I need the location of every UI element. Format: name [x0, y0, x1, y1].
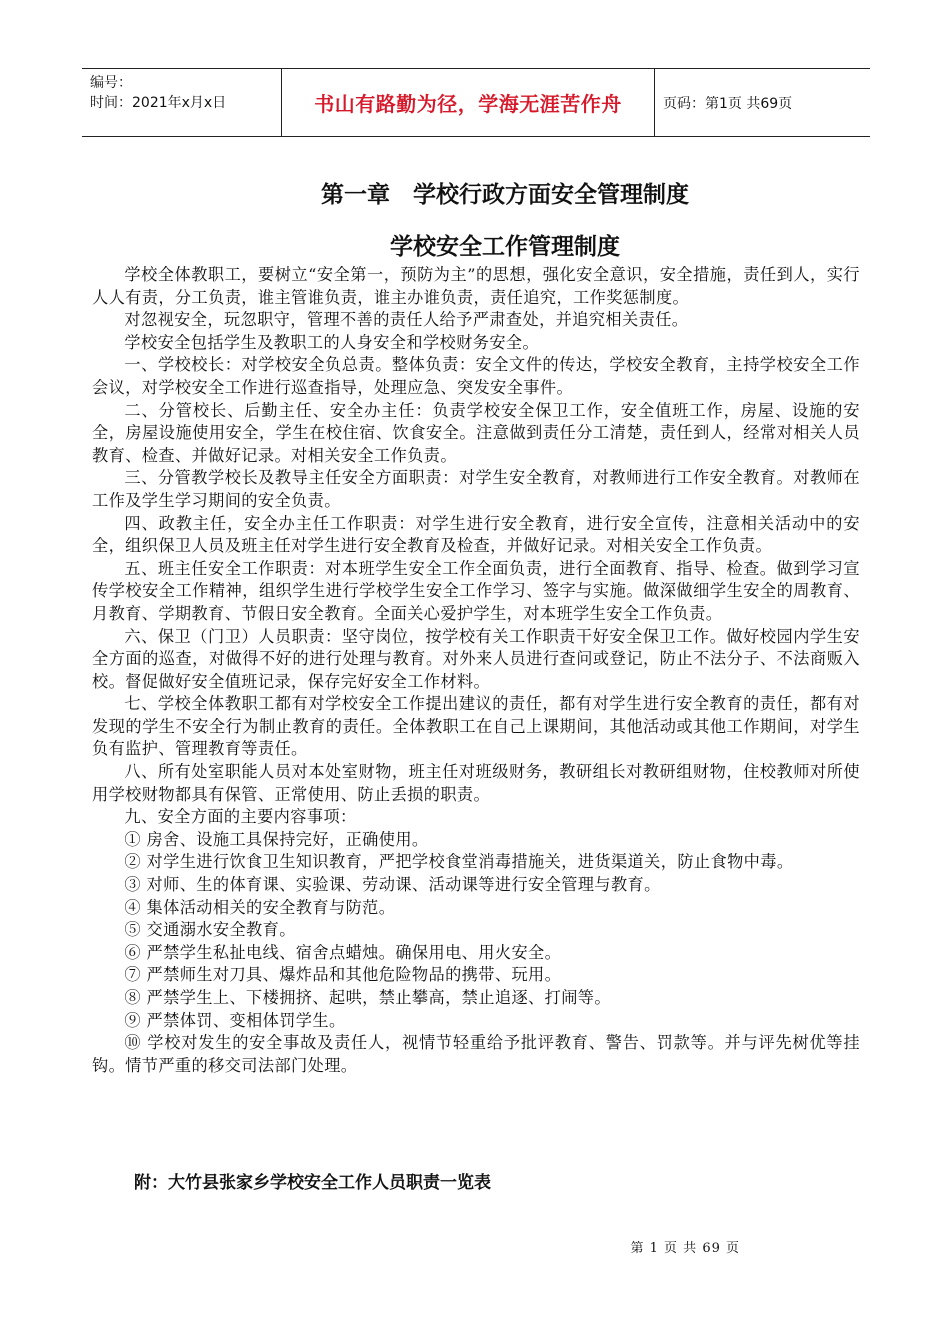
- paragraph: 二、分管校长、后勤主任、安全办主任：负责学校安全保卫工作，安全值班工作，房屋、设施的安全，房屋设施使用安全，学生在校住宿、饮食安全。注意做到责任分工清楚，责任到人，经常对相关人员教育、检查、并做好记录。对相关安全工作负责。: [92, 400, 860, 465]
- paragraph: ⑥ 严禁学生私扯电线、宿舍点蜡烛。确保用电、用火安全。: [124, 942, 562, 962]
- paragraph: ① 房舍、设施工具保持完好，正确使用。: [124, 829, 429, 849]
- chapter-title: 第一章 学校行政方面安全管理制度: [321, 182, 689, 208]
- paragraph: 对忽视安全，玩忽职守，管理不善的责任人给予严肃查处，并追究相关责任。: [124, 310, 689, 330]
- paragraph: ⑧ 严禁学生上、下楼拥挤、起哄，禁止攀高，禁止追逐、打闹等。: [124, 988, 611, 1007]
- paragraph: 学校安全包括学生及教职工的人身安全和学校财务安全。: [124, 332, 540, 352]
- page-footer: 第 1 页 共 69 页: [630, 1241, 740, 1256]
- header-motto: 书山有路勤为径，学海无涯苦作舟: [314, 92, 622, 116]
- paragraph: 一、学校校长：对学校安全负总责。整体负责：安全文件的传达，学校安全教育，主持学校安全工作会议，对学校安全工作进行巡查指导，处理应急、突发安全事件。: [92, 355, 860, 397]
- paragraph: 九、安全方面的主要内容事项：: [124, 807, 357, 827]
- paragraph: ④ 集体活动相关的安全教育与防范。: [124, 897, 396, 917]
- document-body: [92, 264, 860, 1077]
- document-time-label: 时间：2021年x月x日: [90, 95, 227, 111]
- attachment-note: 附：大竹县张家乡学校安全工作人员职责一览表: [134, 1173, 491, 1193]
- header-left-cell: [82, 69, 282, 136]
- header-table: [82, 68, 870, 137]
- paragraph: ⑤ 交通溺水安全教育。: [124, 920, 296, 940]
- paragraph: 七、学校全体教职工都有对学校安全工作提出建议的责任，都有对学生进行安全教育的责任，都有对发现的学生不安全行为制止教育的责任。全体教职工在自己上课期间，其他活动或其他工作期间，对学生负有监护、管理教育等责任。: [92, 694, 860, 759]
- paragraph: ⑩ 学校对发生的安全事故及责任人，视情节轻重给予批评教育、警告、罚款等。并与评先树优等挂钩。情节严重的移交司法部门处理。: [92, 1033, 860, 1075]
- paragraph: 三、分管教学校长及教导主任安全方面职责：对学生安全教育，对教师进行工作安全教育。对教师在工作及学生学习期间的安全负责。: [92, 468, 860, 510]
- paragraph: ② 对学生进行饮食卫生知识教育，严把学校食堂消毒措施关，进货渠道关，防止食物中毒。: [124, 852, 794, 872]
- header-page-cell: [655, 69, 870, 136]
- paragraph: ⑨ 严禁体罚、变相体罚学生。: [124, 1010, 346, 1030]
- paragraph: 学校全体教职工，要树立“安全第一，预防为主”的思想，强化安全意识，安全措施，责任到人，实行人人有责，分工负责，谁主管谁负责，谁主办谁负责，责任追究，工作奖惩制度。: [92, 265, 860, 307]
- paragraph: 五、班主任安全工作职责：对本班学生安全工作全面负责，进行全面教育、指导、检查。做到学习宣传学校安全工作精神，组织学生进行学校学生安全工作学习、签字与实施。做深做细学生安全的周教育、月教育、学期教育、节假日安全教育。全面关心爱护学生，对本班学生安全工作负责。: [92, 558, 860, 623]
- paragraph: 四、政教主任，安全办主任工作职责：对学生进行安全教育，进行安全宣传，注意相关活动中的安全，组织保卫人员及班主任对学生进行安全教育及检查，并做好记录。对相关安全工作负责。: [92, 513, 860, 556]
- header-motto-cell: [282, 69, 655, 136]
- paragraph: 八、所有处室职能人员对本处室财物，班主任对班级财务，教研组长对教研组财物，住校教师对所使用学校财物都具有保管、正常使用、防止丢损的职责。: [92, 762, 860, 804]
- header-page-info: 页码：第1页 共69页: [663, 95, 793, 112]
- paragraph: 六、保卫（门卫）人员职责：坚守岗位，按学校有关工作职责干好安全保卫工作。做好校园内学生安全方面的巡查，对做得不好的进行处理与教育。对外来人员进行查问或登记，防止不法分子、不法商贩入校。督促做好安全值班记录，保存完好安全工作材料。: [92, 626, 860, 691]
- document-number-label: 编号：: [90, 75, 132, 91]
- section-title: 学校安全工作管理制度: [390, 234, 620, 260]
- paragraph: ⑦ 严禁师生对刀具、爆炸品和其他危险物品的携带、玩用。: [124, 965, 562, 985]
- paragraph: ③ 对师、生的体育课、实验课、劳动课、活动课等进行安全管理与教育。: [124, 875, 661, 895]
